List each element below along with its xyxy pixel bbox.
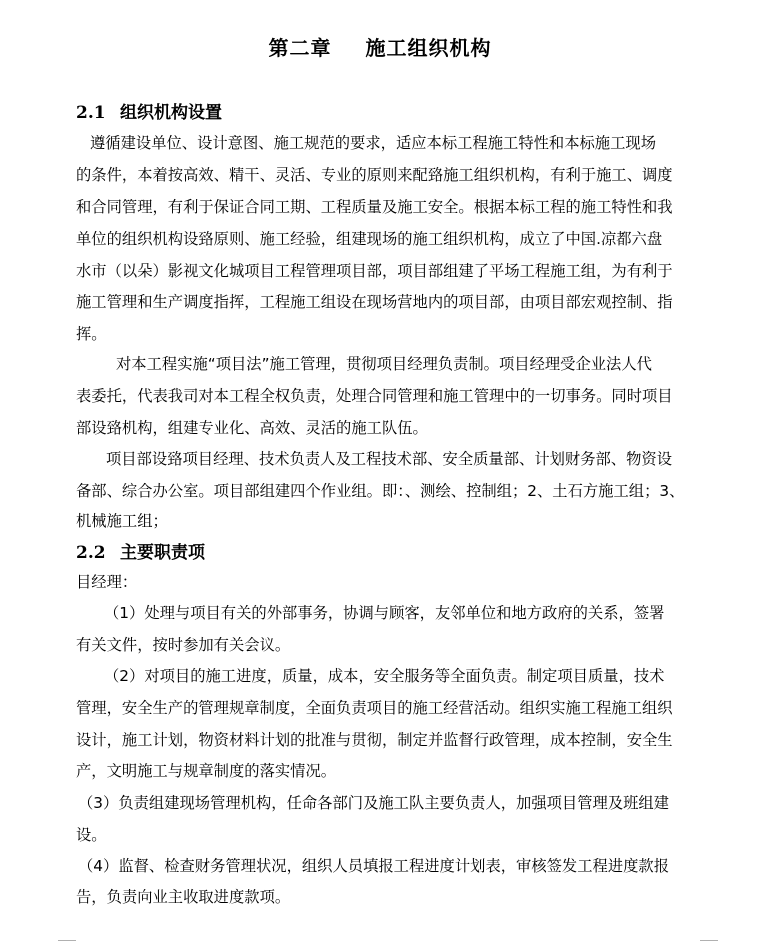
paragraph-line: 目经理： [76,573,138,591]
paragraph-line: 单位的组织机构设臵原则、施工经验，组建现场的施工组织机构，成立了中国.凉都六盘 [76,230,663,248]
paragraph-line: 和合同管理，有利于保证合同工期、工程质量及施工安全。根据本标工程的施工特性和我 [76,198,673,216]
paragraph-line: 产，文明施工与规章制度的落实情况。 [76,762,337,780]
paragraph-line: 告，负责向业主收取进度款项。 [76,888,291,906]
section-title: 组织机构设置 [120,103,222,123]
paragraph-line: 挥。 [76,325,107,343]
paragraph-line: 备部、综合办公室。项目部组建四个作业组。即：、测绘、控制组；2、土石方施工组；3、 [76,482,685,500]
section-heading-2-1 [76,100,222,126]
page-corner-mark-right [700,940,718,941]
paragraph-line: 管理，安全生产的管理规章制度，全面负责项目的施工经营活动。组织实施工程施工组织 [76,699,673,717]
paragraph-line: （4）监督、检查财务管理状况，组织人员填报工程进度计划表，审核签发工程进度款报 [78,857,670,875]
paragraph-line: 对本工程实施“项目法”施工管理，贯彻项目经理负责制。项目经理受企业法人代 [116,355,652,373]
chapter-title [0,33,760,63]
page-corner-mark-left [58,940,76,941]
paragraph-line: 设计，施工计划，物资材料计划的批准与贯彻，制定并监督行政管理，成本控制，安全生 [76,731,673,749]
paragraph-line: 施工管理和生产调度指挥，工程施工组设在现场营地内的项目部，由项目部宏观控制、指 [76,293,673,311]
paragraph-line: 机械施工组； [76,512,168,530]
paragraph-line: 表委托，代表我司对本工程全权负责，处理合同管理和施工管理中的一切事务。同时项目 [76,387,673,405]
section-title: 主要职责项 [120,543,205,563]
paragraph-line: （2）对项目的施工进度，质量，成本，安全服务等全面负责。制定项目质量，技术 [104,667,665,685]
paragraph-line: 水市（以朵）影视文化城项目工程管理项目部，项目部组建了平场工程施工组，为有利于 [76,262,673,280]
chapter-name: 施工组织机构 [365,36,492,60]
paragraph-line: 设。 [76,826,107,844]
paragraph-line: 有关文件，按时参加有关会议。 [76,636,291,654]
paragraph-line: （1）处理与项目有关的外部事务，协调与顾客，友邻单位和地方政府的关系，签署 [104,604,665,622]
section-number: 2.1 [76,103,106,123]
paragraph-line: 部设臵机构，组建专业化、高效、灵活的施工队伍。 [76,419,428,437]
chapter-number: 第二章 [268,36,332,60]
paragraph-line: 项目部设臵项目经理、技术负责人及工程技术部、安全质量部、计划财务部、物资设 [106,450,672,468]
paragraph-line: 遵循建设单位、设计意图、施工规范的要求，适应本标工程施工特性和本标施工现场 [90,134,656,152]
paragraph-line: （3）负责组建现场管理机构，任命各部门及施工队主要负责人，加强项目管理及班组建 [78,794,670,812]
section-heading-2-2 [76,540,205,566]
paragraph-line: 的条件，本着按高效、精干、灵活、专业的原则来配臵施工组织机构，有利于施工、调度 [76,166,673,184]
section-number: 2.2 [76,543,106,563]
